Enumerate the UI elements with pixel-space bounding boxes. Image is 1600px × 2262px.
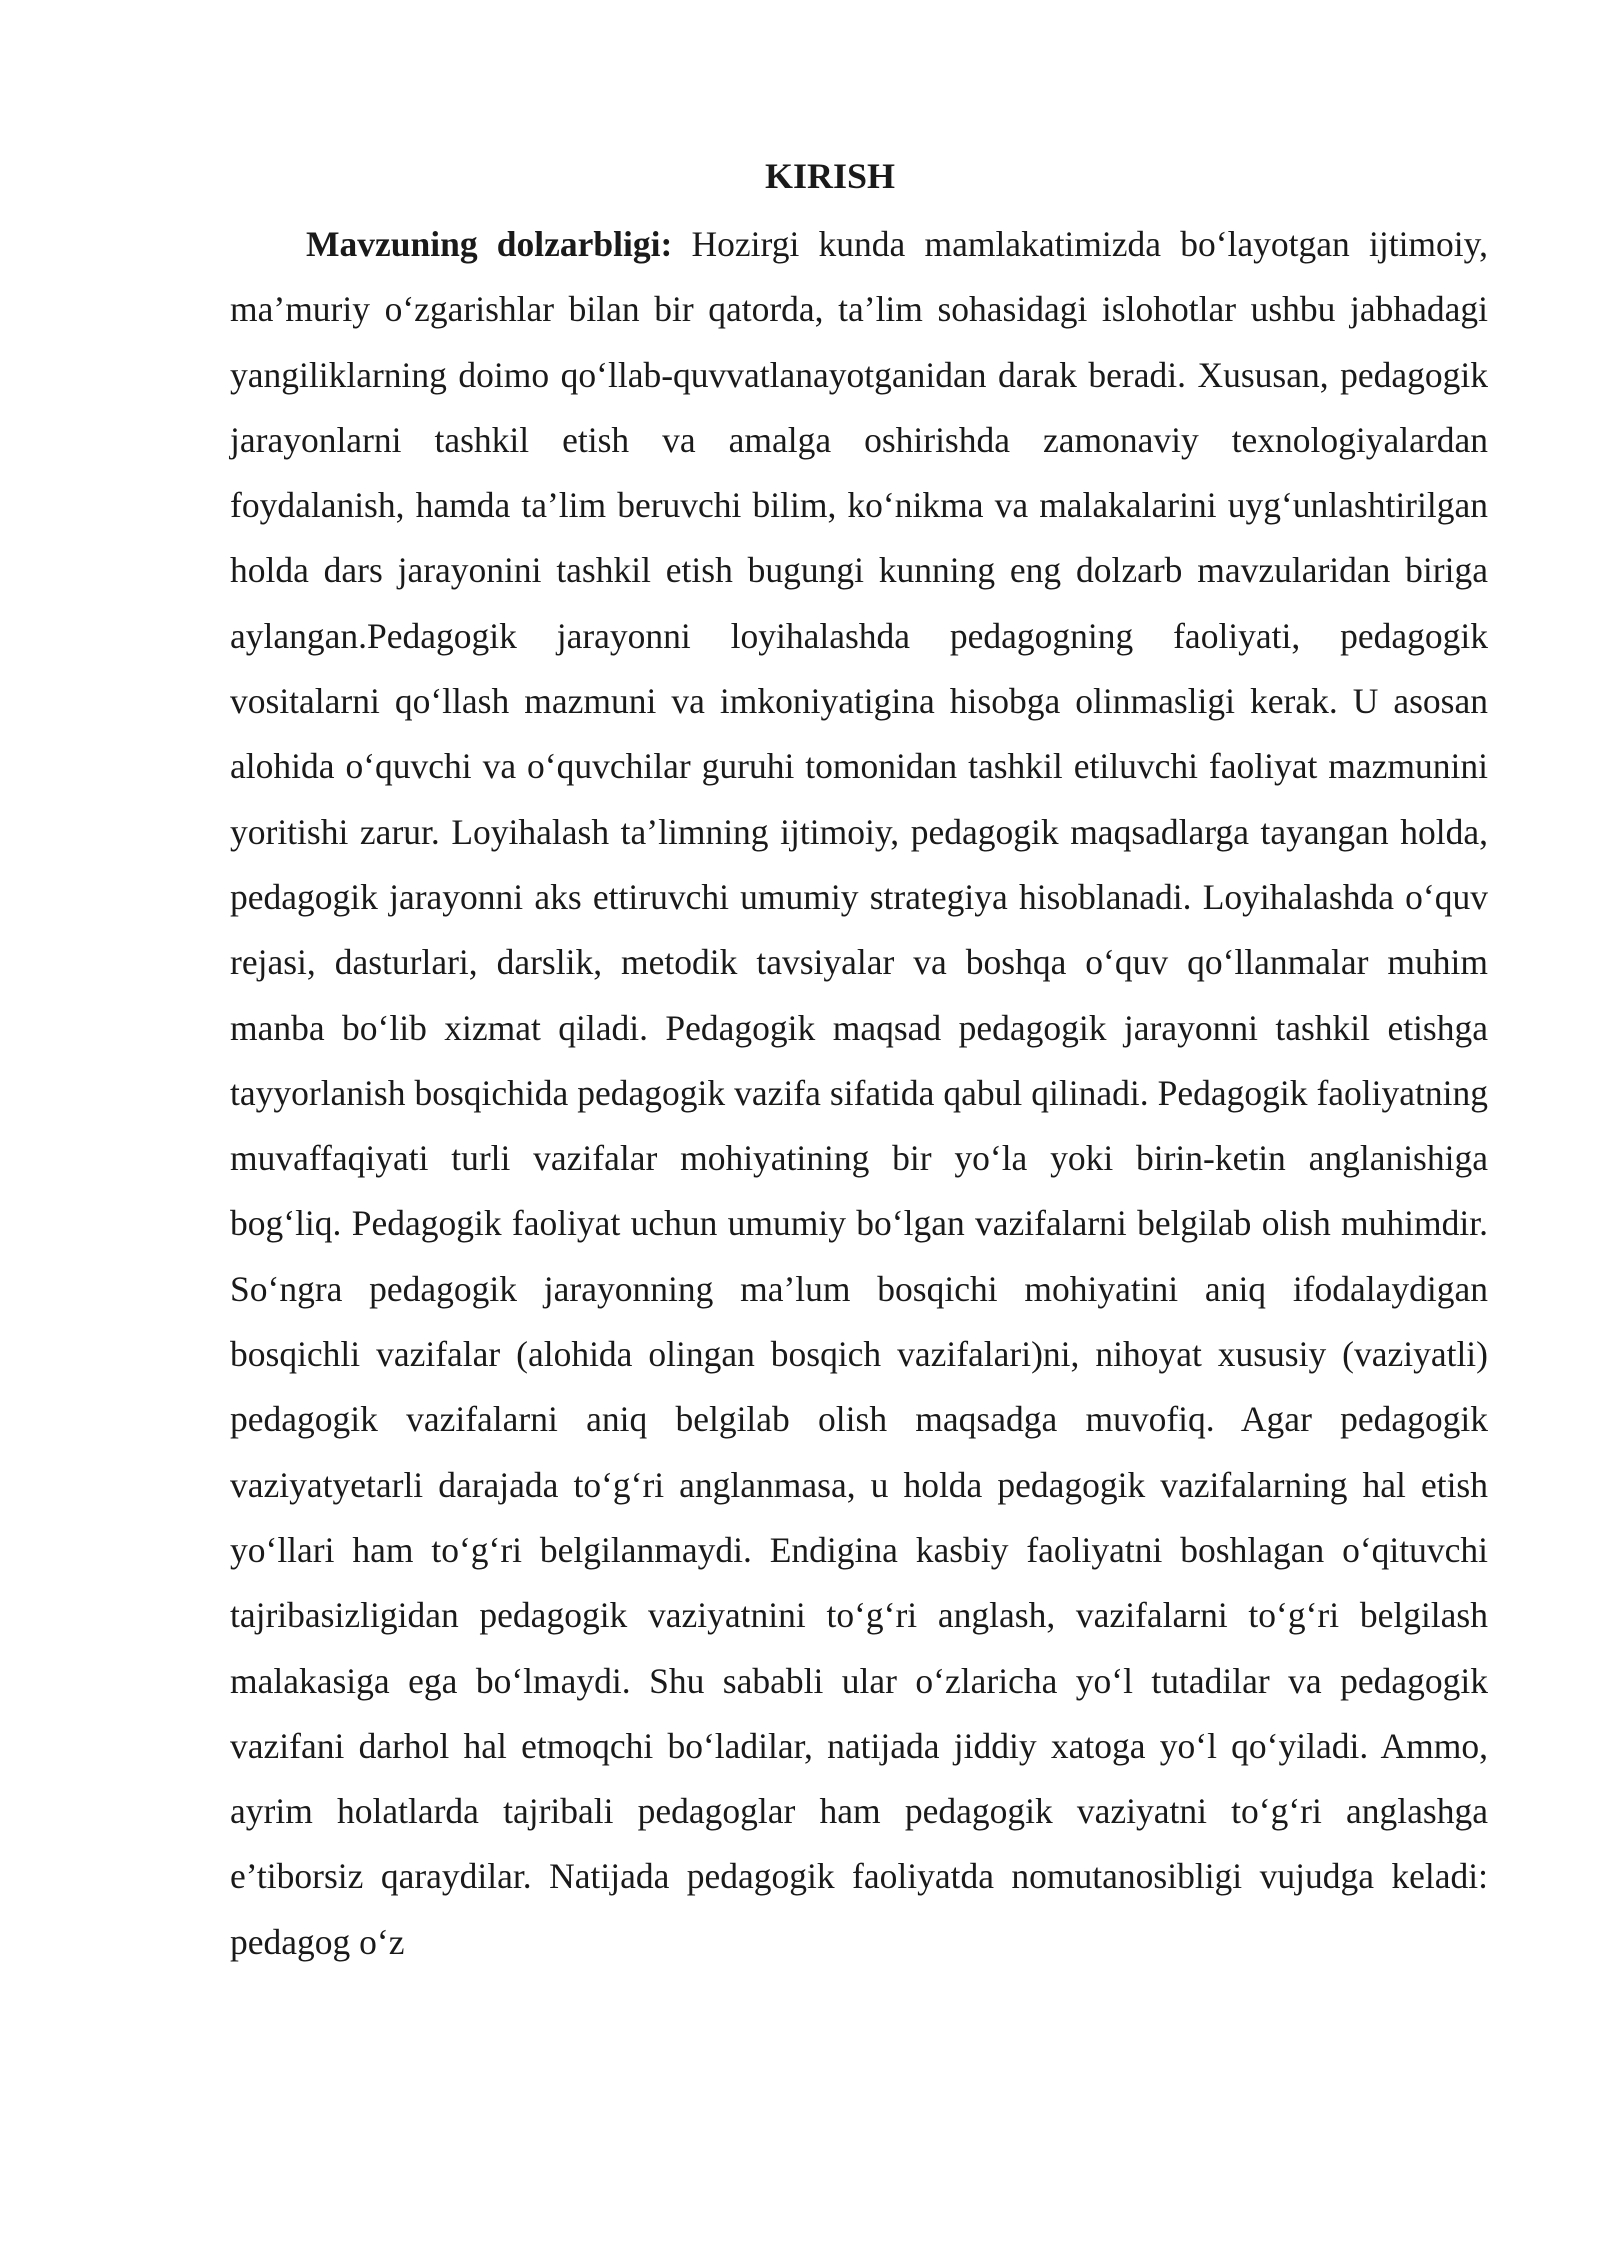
lead-phrase: Mavzuning dolzarbligi: bbox=[306, 224, 673, 264]
section-heading: KIRISH bbox=[764, 156, 896, 196]
body-paragraph bbox=[230, 212, 1488, 1975]
body-text: Hozirgi kunda mamlakatimizda bo‘layotgan ijtimoiy, ma’muriy o‘zgarishlar bilan bir qatorda, ta’lim sohasidagi islohotlar ushbu jabhadagi yangiliklarning doimo qo‘llab-quvvatlanayotganidan darak beradi. Xususan, pedagogik jarayonlarni tashkil etish va amalga oshirishda zamonaviy texnologiyalardan foydalanish, hamda ta’lim beruvchi bilim, ko‘nikma va malakalarini uyg‘unlashtirilgan holda dars jarayonini tashkil etish bugungi kunning eng dolzarb mavzularidan biriga aylangan.Pedagogik jarayonni loyihalashda pedagogning faoliyati, pedagogik vositalarni qo‘llash mazmuni va imkoniyatigina hisobga olinmasligi kerak. U asosan alohida o‘quvchi va o‘quvchilar guruhi tomonidan tashkil etiluvchi faoliyat mazmunini yoritishi zarur. Loyihalash ta’limning ijtimoiy, pedagogik maqsadlarga tayangan holda, pedagogik jarayonni aks ettiruvchi umumiy strategiya hisoblanadi. Loyihalashda o‘quv rejasi, dasturlari, darslik, metodik tavsiyalar va boshqa o‘quv qo‘llanmalar muhim manba bo‘lib xizmat qiladi. Pedagogik maqsad pedagogik jarayonni tashkil etishga tayyorlanish bosqichida pedagogik vazifa sifatida qabul qilinadi. Pedagogik faoliyatning muvaffaqiyati turli vazifalar mohiyatining bir yo‘la yoki birin-ketin anglanishiga bog‘liq. Pedagogik faoliyat uchun umumiy bo‘lgan vazifalarni belgilab olish muhimdir. So‘ngra pedagogik jarayonning ma’lum bosqichi mohiyatini aniq ifodalaydigan bosqichli vazifalar (alohida olingan bosqich vazifalari)ni, nihoyat xususiy (vaziyatli) pedagogik vazifalarni aniq belgilab olish maqsadga muvofiq. Agar pedagogik vaziyatyetarli darajada to‘g‘ri anglanmasa, u holda pedagogik vazifalarning hal etish yo‘llari ham to‘g‘ri belgilanmaydi. Endigina kasbiy faoliyatni boshlagan o‘qituvchi tajribasizligidan pedagogik vaziyatnini to‘g‘ri anglash, vazifalarni to‘g‘ri belgilash malakasiga ega bo‘lmaydi. Shu sababli ular o‘zlaricha yo‘l tutadilar va pedagogik vazifani darhol hal etmoqchi bo‘ladilar, natijada jiddiy xatoga yo‘l qo‘yiladi. Ammo, ayrim holatlarda tajribali pedagoglar ham pedagogik vaziyatni to‘g‘ri anglashga e’tiborsiz qaraydilar. Natijada pedagogik faoliyatda nomutanosibligi vujudga keladi: pedagog o‘z bbox=[230, 224, 1488, 1962]
